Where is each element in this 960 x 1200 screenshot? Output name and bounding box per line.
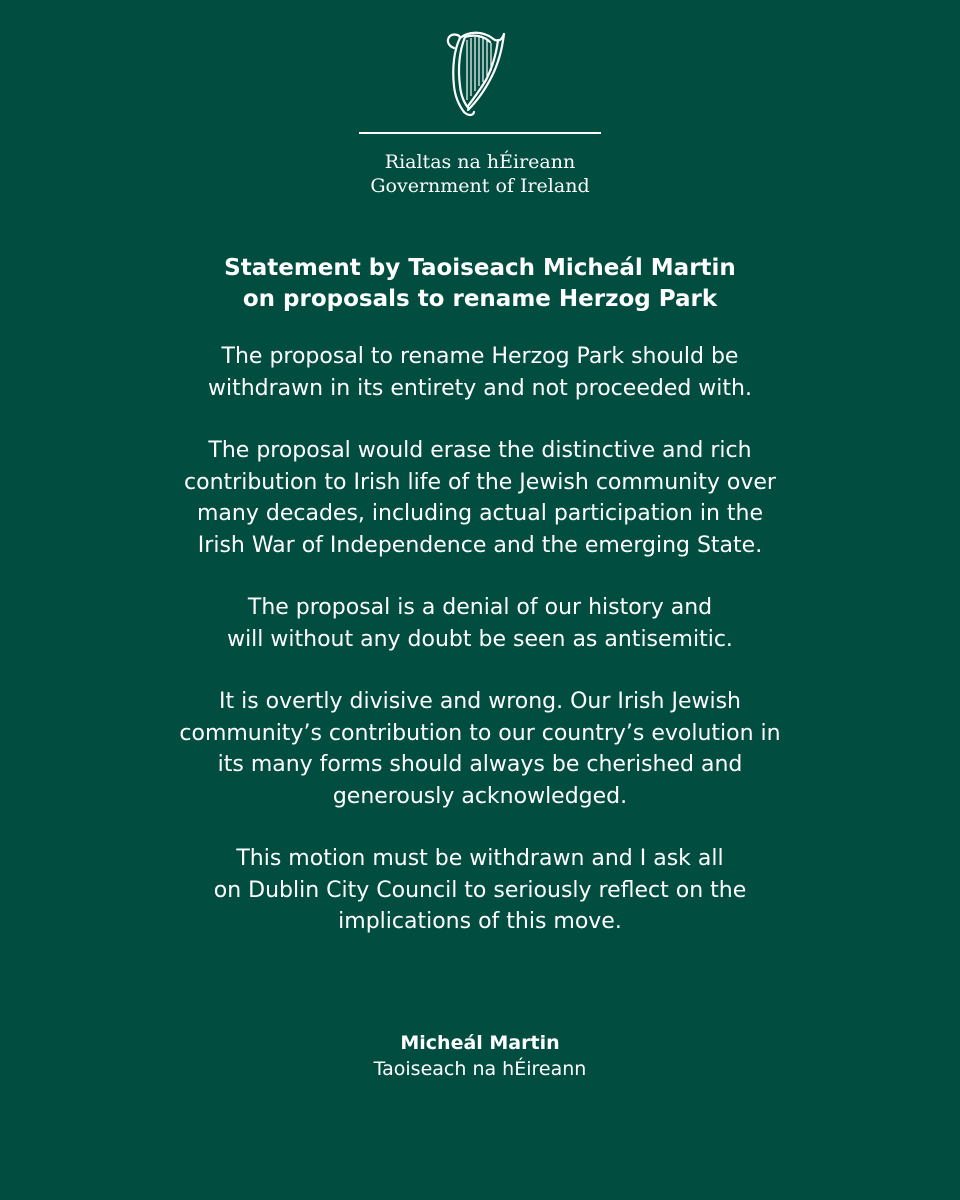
statement-body [100,341,860,969]
paragraph-line: community’s contribution to our country’s evolution in [179,720,781,746]
government-name-irish: Rialtas na hÉireann [384,151,576,173]
paragraph-line: many decades, including actual participation in the [197,501,763,526]
statement-paragraph [100,435,860,561]
paragraph-line: generously acknowledged. [332,783,628,809]
statement-title [0,253,960,315]
statement-paragraph [100,843,860,938]
logo-divider [359,132,601,134]
statement-title-line: Statement by Taoiseach Micheál Martin [224,255,736,281]
paragraph-line: It is overtly divisive and wrong. Our Irish Jewish [219,689,741,714]
harp-icon [440,28,520,118]
paragraph-line: its many forms should always be cherished and [217,752,743,777]
government-name-english: Government of Ireland [370,175,590,197]
paragraph-line: This motion must be withdrawn and I ask all [236,846,724,871]
paragraph-line: The proposal is a denial of our history and [247,595,713,620]
signature-block [0,1030,960,1082]
paragraph-line: The proposal would erase the distinctive and rich [208,438,752,463]
statement-paragraph [100,592,860,655]
paragraph-line: implications of this move. [338,909,622,934]
signature-name: Micheál Martin [400,1032,560,1054]
statement-title-line: on proposals to rename Herzog Park [242,286,718,312]
paragraph-line: The proposal to rename Herzog Park should be [221,344,739,369]
signature-role: Taoiseach na hÉireann [373,1058,587,1080]
paragraph-line: on Dublin City Council to seriously reflect on the [213,877,747,903]
paragraph-line: withdrawn in its entirety and not proceeded with. [208,375,752,401]
statement-paragraph [100,686,860,812]
paragraph-line: Irish War of Independence and the emerging State. [197,532,763,558]
statement-paragraph [100,341,860,404]
paragraph-line: contribution to Irish life of the Jewish community over [184,469,776,495]
paragraph-line: will without any doubt be seen as antisemitic. [227,626,733,652]
